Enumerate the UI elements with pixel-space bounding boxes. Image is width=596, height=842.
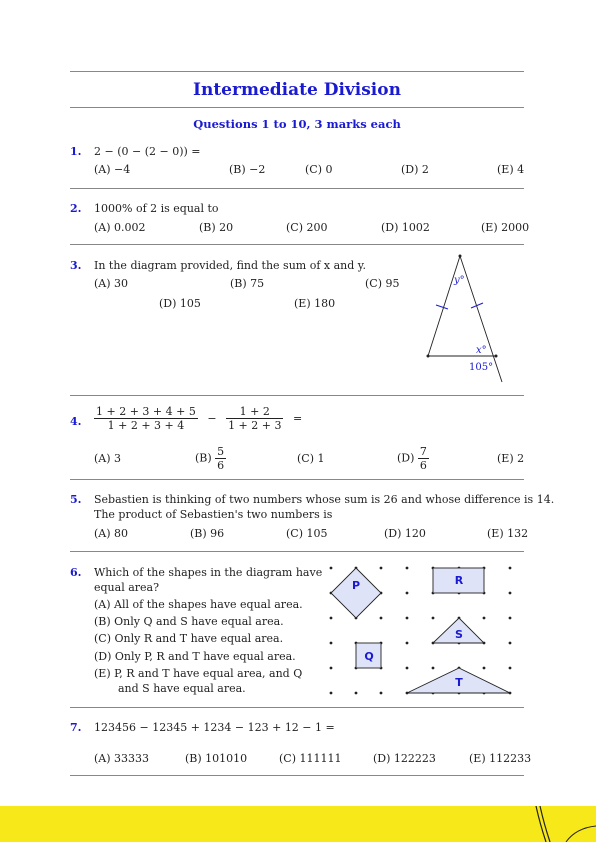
q4-option-e: (E) 2	[497, 452, 525, 465]
grid-dot	[406, 567, 409, 570]
divider	[70, 775, 524, 776]
q7-option-e: (E) 112233	[469, 752, 532, 765]
grid-dot	[432, 667, 435, 670]
frac-denominator: 1 + 2 + 3 + 4	[107, 419, 185, 432]
grid-dot	[483, 617, 486, 620]
title-rule	[70, 107, 524, 108]
q2-option-c: (C) 200	[286, 221, 328, 234]
q6-line-1: Which of the shapes in the diagram have	[94, 566, 323, 579]
divider	[70, 244, 524, 245]
angle-y-label: y°	[454, 275, 465, 286]
q2-text: 1000% of 2 is equal to	[94, 202, 219, 215]
q3-number: 3.	[70, 259, 82, 272]
grid-dot	[406, 642, 409, 645]
q4-expression	[94, 405, 302, 432]
equals-sign: =	[292, 411, 303, 425]
q1-option-c: (C) 0	[305, 163, 333, 176]
shape-t-label: T	[455, 676, 463, 689]
q6-number: 6.	[70, 566, 82, 579]
shape-p	[331, 568, 381, 618]
q5-option-c: (C) 105	[286, 527, 328, 540]
frac-numerator: 7	[419, 445, 427, 458]
grid-dot	[380, 617, 383, 620]
shape-p-label: P	[351, 579, 361, 592]
frac-denominator: 6	[419, 459, 427, 472]
divider	[70, 707, 524, 708]
q1-number: 1.	[70, 145, 82, 158]
q5-option-b: (B) 96	[190, 527, 225, 540]
frac-numerator: 1 + 2 + 3 + 4 + 5	[96, 405, 196, 418]
q3-text: In the diagram provided, find the sum of x and y.	[94, 259, 367, 272]
q2-option-d: (D) 1002	[381, 221, 430, 234]
minus-sign: −	[207, 411, 217, 425]
divider	[70, 395, 524, 396]
q6-option-e-continued: and S have equal area.	[118, 682, 246, 695]
option-fraction	[215, 445, 226, 472]
q6-option-c: (C) Only R and T have equal area.	[94, 632, 284, 645]
grid-dot	[509, 592, 512, 595]
q6-option-d: (D) Only P, R and T have equal area.	[94, 650, 296, 663]
grid-dot	[406, 667, 409, 670]
q1-option-e: (E) 4	[497, 163, 525, 176]
footer-band	[0, 806, 596, 842]
grid-dot	[330, 667, 333, 670]
grid-dot	[509, 642, 512, 645]
q7-option-b: (B) 101010	[185, 752, 248, 765]
q7-option-c: (C) 111111	[279, 752, 342, 765]
q2-option-a: (A) 0.002	[94, 221, 146, 234]
q2-number: 2.	[70, 202, 82, 215]
footer-decoration	[526, 802, 596, 842]
q5-line-1: Sebastien is thinking of two numbers whose sum is 26 and whose difference is 14.	[94, 493, 555, 506]
q1-option-a: (A) −4	[94, 163, 131, 176]
q5-option-e: (E) 132	[487, 527, 529, 540]
q6-option-a: (A) All of the shapes have equal area.	[94, 598, 303, 611]
frac-denominator: 1 + 2 + 3	[228, 419, 282, 432]
divider	[70, 479, 524, 480]
q4-option-a: (A) 3	[94, 452, 122, 465]
q6-line-2: equal area?	[94, 581, 159, 594]
section-subtitle: Questions 1 to 10, 3 marks each	[193, 117, 401, 131]
q3-option-b: (B) 75	[230, 277, 265, 290]
frac-denominator: 6	[217, 459, 225, 472]
option-label: (D)	[397, 451, 415, 465]
grid-dot	[380, 692, 383, 695]
q7-option-d: (D) 122223	[373, 752, 436, 765]
q4-number: 4.	[70, 415, 82, 428]
grid-dot	[380, 567, 383, 570]
q4-fraction-2	[226, 405, 283, 432]
q4-option-d	[397, 445, 429, 472]
q1-option-b: (B) −2	[229, 163, 266, 176]
q1-option-d: (D) 2	[401, 163, 429, 176]
q7-text: 123456 − 12345 + 1234 − 123 + 12 − 1 =	[94, 721, 335, 734]
shapes-dot-grid	[320, 560, 520, 700]
option-label: (B)	[195, 451, 212, 465]
grid-dot	[406, 617, 409, 620]
q5-number: 5.	[70, 493, 82, 506]
grid-dot	[406, 592, 409, 595]
divider	[70, 551, 524, 552]
q5-option-d: (D) 120	[384, 527, 426, 540]
shape-q-label: Q	[364, 650, 374, 663]
q3-option-d: (D) 105	[159, 297, 201, 310]
q2-option-e: (E) 2000	[481, 221, 530, 234]
frac-numerator: 5	[217, 445, 225, 458]
q3-option-a: (A) 30	[94, 277, 129, 290]
triangle-diagram	[412, 248, 512, 388]
divider	[70, 188, 524, 189]
grid-dot	[330, 642, 333, 645]
q7-number: 7.	[70, 721, 82, 734]
grid-dot	[330, 692, 333, 695]
frac-numerator: 1 + 2	[226, 405, 283, 419]
q6-option-b: (B) Only Q and S have equal area.	[94, 615, 284, 628]
shape-r-label: R	[454, 574, 464, 587]
grid-dot	[330, 617, 333, 620]
q5-line-2: The product of Sebastien's two numbers is	[94, 508, 333, 521]
q4-option-c: (C) 1	[297, 452, 325, 465]
angle-x-label: x°	[476, 345, 487, 356]
grid-dot	[432, 617, 435, 620]
grid-dot	[509, 567, 512, 570]
angle-105-label: 105°	[469, 362, 494, 373]
q7-option-a: (A) 33333	[94, 752, 150, 765]
q4-fraction-1	[94, 405, 198, 432]
q1-text: 2 − (0 − (2 − 0)) =	[94, 145, 201, 158]
option-fraction	[418, 445, 429, 472]
grid-dot	[355, 692, 358, 695]
grid-dot	[509, 617, 512, 620]
page-title: Intermediate Division	[193, 80, 401, 100]
q3-option-e: (E) 180	[294, 297, 336, 310]
grid-dot	[330, 567, 333, 570]
grid-dot	[483, 667, 486, 670]
q5-option-a: (A) 80	[94, 527, 129, 540]
top-rule	[70, 71, 524, 72]
shape-s-label: S	[455, 628, 463, 641]
q6-option-e: (E) P, R and T have equal area, and Q	[94, 667, 303, 680]
grid-dot	[509, 667, 512, 670]
q2-option-b: (B) 20	[199, 221, 234, 234]
q3-option-c: (C) 95	[365, 277, 400, 290]
q4-option-b	[195, 445, 226, 472]
